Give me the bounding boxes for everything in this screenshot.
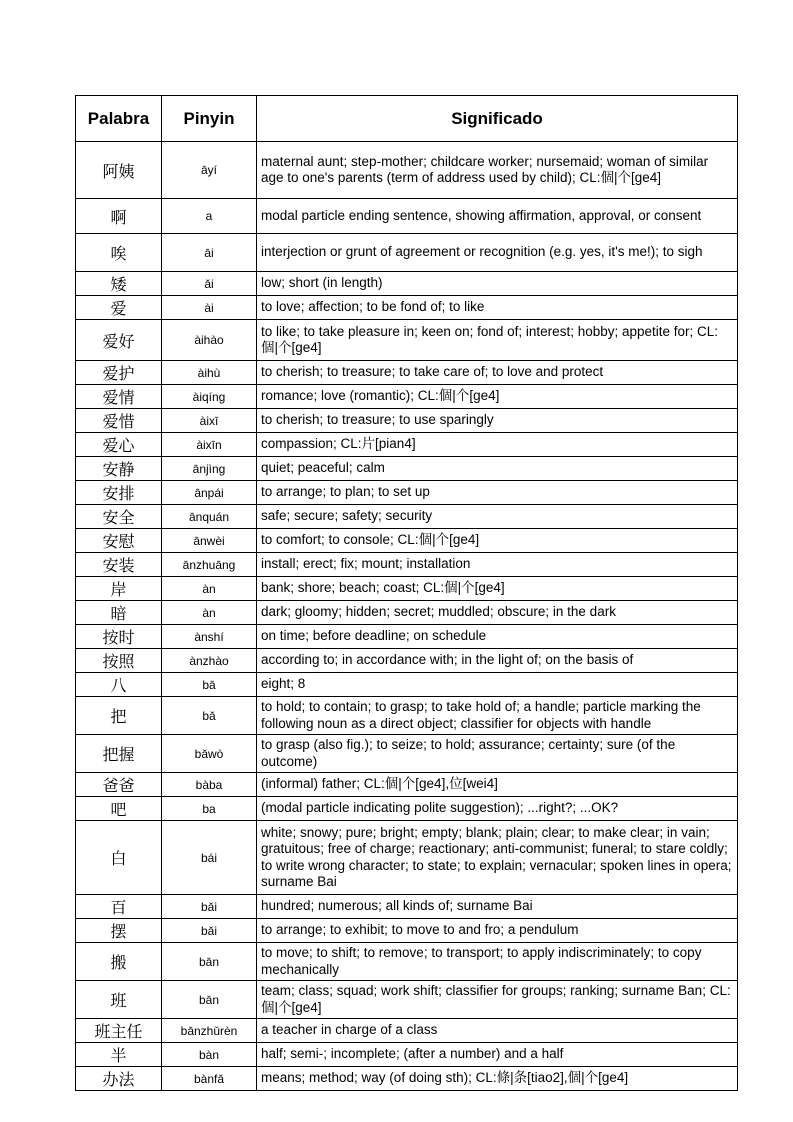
pinyin-cell: ba (162, 797, 257, 821)
table-row (76, 821, 738, 895)
meaning-cell: quiet; peaceful; calm (257, 457, 738, 481)
meaning-cell: maternal aunt; step-mother; childcare worker; nursemaid; woman of similar age to one's parents (term of address used by child); CL:個|个[ge4] (257, 142, 738, 199)
pinyin-cell: ānjìng (162, 457, 257, 481)
meaning-cell: (informal) father; CL:個|个[ge4],位[wei4] (257, 773, 738, 797)
word-cell: 摆 (76, 919, 162, 943)
meaning-cell: on time; before deadline; on schedule (257, 625, 738, 649)
header-word: Palabra (76, 96, 162, 142)
pinyin-cell: bǎi (162, 895, 257, 919)
table-row (76, 272, 738, 296)
pinyin-cell: bǎi (162, 919, 257, 943)
word-cell: 半 (76, 1043, 162, 1067)
pinyin-cell: bàn (162, 1043, 257, 1067)
word-cell: 安静 (76, 457, 162, 481)
word-cell: 吧 (76, 797, 162, 821)
meaning-cell: half; semi-; incomplete; (after a number) and a half (257, 1043, 738, 1067)
meaning-cell: dark; gloomy; hidden; secret; muddled; obscure; in the dark (257, 601, 738, 625)
table-row (76, 142, 738, 199)
meaning-cell: install; erect; fix; mount; installation (257, 553, 738, 577)
pinyin-cell: bǎ (162, 697, 257, 735)
pinyin-cell: ànshí (162, 625, 257, 649)
word-cell: 把握 (76, 735, 162, 773)
pinyin-cell: ànzhào (162, 649, 257, 673)
table-row (76, 481, 738, 505)
word-cell: 班 (76, 981, 162, 1019)
word-cell: 白 (76, 821, 162, 895)
word-cell: 岸 (76, 577, 162, 601)
meaning-cell: according to; in accordance with; in the light of; on the basis of (257, 649, 738, 673)
word-cell: 啊 (76, 199, 162, 234)
pinyin-cell: àn (162, 577, 257, 601)
word-cell: 班主任 (76, 1019, 162, 1043)
meaning-cell: bank; shore; beach; coast; CL:個|个[ge4] (257, 577, 738, 601)
header-row (76, 96, 738, 142)
meaning-cell: to like; to take pleasure in; keen on; fond of; interest; hobby; appetite for; CL:個|个[ge4] (257, 320, 738, 361)
table-row (76, 797, 738, 821)
table-row (76, 919, 738, 943)
meaning-cell: safe; secure; safety; security (257, 505, 738, 529)
table-row (76, 296, 738, 320)
table-row (76, 385, 738, 409)
table-row (76, 505, 738, 529)
pinyin-cell: bān (162, 981, 257, 1019)
pinyin-cell: àiqíng (162, 385, 257, 409)
meaning-cell: to comfort; to console; CL:個|个[ge4] (257, 529, 738, 553)
word-cell: 矮 (76, 272, 162, 296)
pinyin-cell: àihào (162, 320, 257, 361)
pinyin-cell: àixī (162, 409, 257, 433)
meaning-cell: modal particle ending sentence, showing affirmation, approval, or consent (257, 199, 738, 234)
table-row (76, 433, 738, 457)
pinyin-cell: bā (162, 673, 257, 697)
word-cell: 阿姨 (76, 142, 162, 199)
pinyin-cell: ānzhuāng (162, 553, 257, 577)
table-row (76, 234, 738, 272)
word-cell: 办法 (76, 1067, 162, 1091)
meaning-cell: compassion; CL:片[pian4] (257, 433, 738, 457)
header-meaning: Significado (257, 96, 738, 142)
table-row (76, 199, 738, 234)
meaning-cell: to arrange; to plan; to set up (257, 481, 738, 505)
meaning-cell: low; short (in length) (257, 272, 738, 296)
pinyin-cell: àn (162, 601, 257, 625)
table-row (76, 895, 738, 919)
table-body (76, 142, 738, 1091)
table-row (76, 529, 738, 553)
meaning-cell: to cherish; to treasure; to use sparingly (257, 409, 738, 433)
word-cell: 把 (76, 697, 162, 735)
word-cell: 爱 (76, 296, 162, 320)
word-cell: 爱心 (76, 433, 162, 457)
word-cell: 爱好 (76, 320, 162, 361)
word-cell: 爱情 (76, 385, 162, 409)
table-row (76, 697, 738, 735)
table-row (76, 735, 738, 773)
pinyin-cell: bànfǎ (162, 1067, 257, 1091)
pinyin-cell: ǎi (162, 272, 257, 296)
pinyin-cell: ānpái (162, 481, 257, 505)
word-cell: 按照 (76, 649, 162, 673)
meaning-cell: means; method; way (of doing sth); CL:條|条[tiao2],個|个[ge4] (257, 1067, 738, 1091)
meaning-cell: a teacher in charge of a class (257, 1019, 738, 1043)
meaning-cell: to love; affection; to be fond of; to like (257, 296, 738, 320)
table-row (76, 625, 738, 649)
table-row (76, 943, 738, 981)
word-cell: 安排 (76, 481, 162, 505)
pinyin-cell: a (162, 199, 257, 234)
pinyin-cell: bǎwò (162, 735, 257, 773)
table-row (76, 1019, 738, 1043)
table-row (76, 577, 738, 601)
meaning-cell: interjection or grunt of agreement or recognition (e.g. yes, it's me!); to sigh (257, 234, 738, 272)
word-cell: 安装 (76, 553, 162, 577)
pinyin-cell: bái (162, 821, 257, 895)
meaning-cell: white; snowy; pure; bright; empty; blank; plain; clear; to make clear; in vain; gratuitous; free of charge; reactionary; anti-communist; funeral; to stare coldly; to write wrong character; to state; to explain; vernacular; spoken lines in opera; surname Bai (257, 821, 738, 895)
vocabulary-table (75, 95, 738, 1091)
meaning-cell: to move; to shift; to remove; to transport; to apply indiscriminately; to copy mechanically (257, 943, 738, 981)
word-cell: 八 (76, 673, 162, 697)
word-cell: 安全 (76, 505, 162, 529)
word-cell: 爱护 (76, 361, 162, 385)
meaning-cell: hundred; numerous; all kinds of; surname Bai (257, 895, 738, 919)
table-row (76, 457, 738, 481)
word-cell: 爱惜 (76, 409, 162, 433)
table-row (76, 409, 738, 433)
word-cell: 百 (76, 895, 162, 919)
pinyin-cell: bān (162, 943, 257, 981)
pinyin-cell: àixīn (162, 433, 257, 457)
pinyin-cell: āyí (162, 142, 257, 199)
pinyin-cell: ānquán (162, 505, 257, 529)
table-row (76, 981, 738, 1019)
header-pinyin: Pinyin (162, 96, 257, 142)
table-row (76, 649, 738, 673)
meaning-cell: eight; 8 (257, 673, 738, 697)
pinyin-cell: àihù (162, 361, 257, 385)
word-cell: 搬 (76, 943, 162, 981)
table-row (76, 553, 738, 577)
meaning-cell: team; class; squad; work shift; classifier for groups; ranking; surname Ban; CL:個|个[ge4] (257, 981, 738, 1019)
pinyin-cell: bānzhǔrèn (162, 1019, 257, 1043)
word-cell: 唉 (76, 234, 162, 272)
word-cell: 按时 (76, 625, 162, 649)
pinyin-cell: ānwèi (162, 529, 257, 553)
meaning-cell: to grasp (also fig.); to seize; to hold; assurance; certainty; sure (of the outcome) (257, 735, 738, 773)
table-row (76, 773, 738, 797)
meaning-cell: romance; love (romantic); CL:個|个[ge4] (257, 385, 738, 409)
word-cell: 安慰 (76, 529, 162, 553)
pinyin-cell: āi (162, 234, 257, 272)
table-row (76, 1043, 738, 1067)
word-cell: 爸爸 (76, 773, 162, 797)
table-row (76, 320, 738, 361)
meaning-cell: (modal particle indicating polite suggestion); ...right?; ...OK? (257, 797, 738, 821)
word-cell: 暗 (76, 601, 162, 625)
meaning-cell: to hold; to contain; to grasp; to take hold of; a handle; particle marking the following noun as a direct object; classifier for objects with handle (257, 697, 738, 735)
pinyin-cell: bàba (162, 773, 257, 797)
table-row (76, 1067, 738, 1091)
pinyin-cell: ài (162, 296, 257, 320)
meaning-cell: to arrange; to exhibit; to move to and fro; a pendulum (257, 919, 738, 943)
table-row (76, 361, 738, 385)
meaning-cell: to cherish; to treasure; to take care of; to love and protect (257, 361, 738, 385)
table-row (76, 673, 738, 697)
table-row (76, 601, 738, 625)
